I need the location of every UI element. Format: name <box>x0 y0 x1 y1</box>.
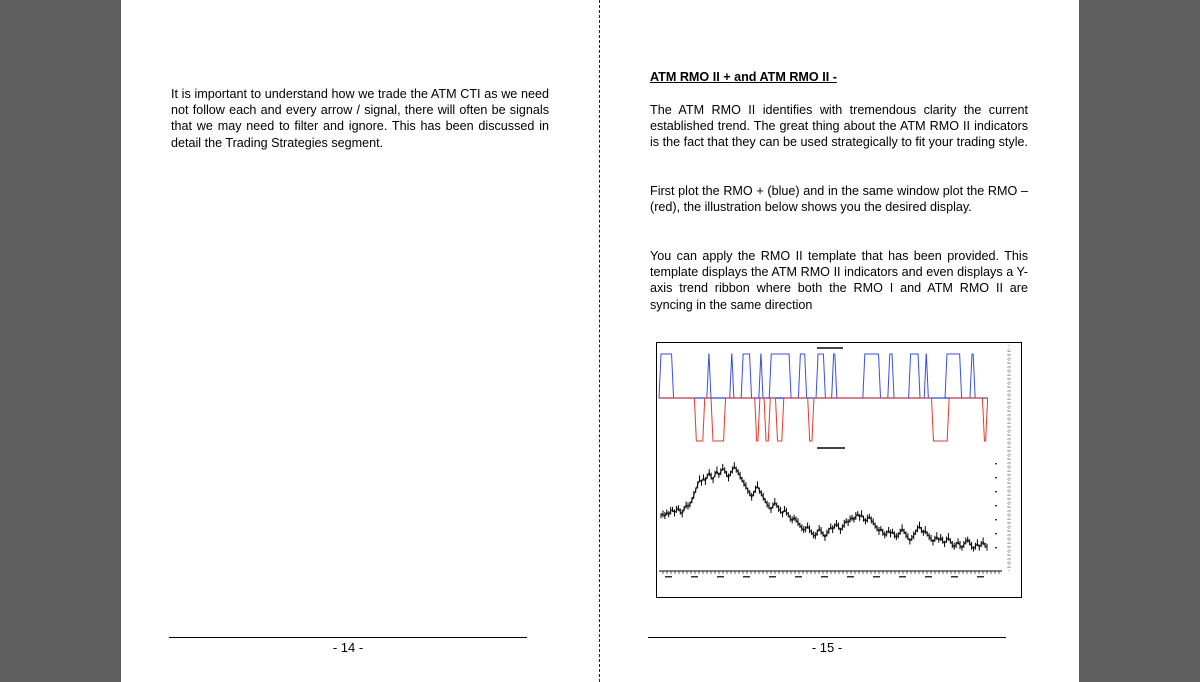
y-axis-label-mark <box>995 505 997 506</box>
x-axis-label-mark <box>873 576 880 578</box>
rmo-chart-svg <box>657 343 1020 596</box>
page-number-right: - 15 - <box>811 640 843 655</box>
paragraph-intro: The ATM RMO II identifies with tremendous clarity the current established trend. The great thing about the ATM RMO II indicators is the fact that they can be used strategically to fit your trading style. <box>650 103 1029 150</box>
top-pane-title-mark <box>817 347 843 349</box>
y-axis-label-mark <box>995 477 997 478</box>
x-axis-label-mark <box>691 576 698 578</box>
y-axis-label-mark <box>995 519 997 520</box>
y-axis-label-mark <box>995 491 997 492</box>
x-axis-label-mark <box>847 576 854 578</box>
x-axis-label-mark <box>977 576 984 578</box>
y-axis-label-mark <box>995 533 997 534</box>
y-axis-label-mark <box>995 463 997 464</box>
x-axis-label-mark <box>743 576 750 578</box>
right-footer-rule <box>648 637 1006 638</box>
x-axis-label-mark <box>821 576 828 578</box>
price-pane-title-mark <box>817 447 845 449</box>
x-axis-label-mark <box>925 576 932 578</box>
x-axis-label-mark <box>951 576 958 578</box>
page-number-left: - 14 - <box>332 640 364 655</box>
x-axis-label-mark <box>769 576 776 578</box>
left-paragraph: It is important to understand how we trade the ATM CTI as we need not follow each and every arrow / signal, there will often be signals that we may need to filter and ignore. This has been discussed in detail the Trading Strategies segment. <box>171 87 549 150</box>
section-heading: ATM RMO II + and ATM RMO II - <box>650 70 837 84</box>
x-axis-label-mark <box>665 576 672 578</box>
x-axis-label-mark <box>717 576 724 578</box>
x-axis-label-mark <box>795 576 802 578</box>
left-footer-rule <box>169 637 527 638</box>
paragraph-template: You can apply the RMO II template that has been provided. This template displays the ATM RMO II indicators and even displays a Y-axis trend ribbon where both the RMO I and ATM RMO II are syncing in the same direction <box>650 249 1028 312</box>
y-axis-label-mark <box>995 547 997 548</box>
x-axis-label-mark <box>899 576 906 578</box>
paragraph-plot-instructions: First plot the RMO + (blue) and in the same window plot the RMO – (red), the illustration below shows you the desired display. <box>650 184 1028 215</box>
rmo-chart-figure <box>656 342 1022 598</box>
